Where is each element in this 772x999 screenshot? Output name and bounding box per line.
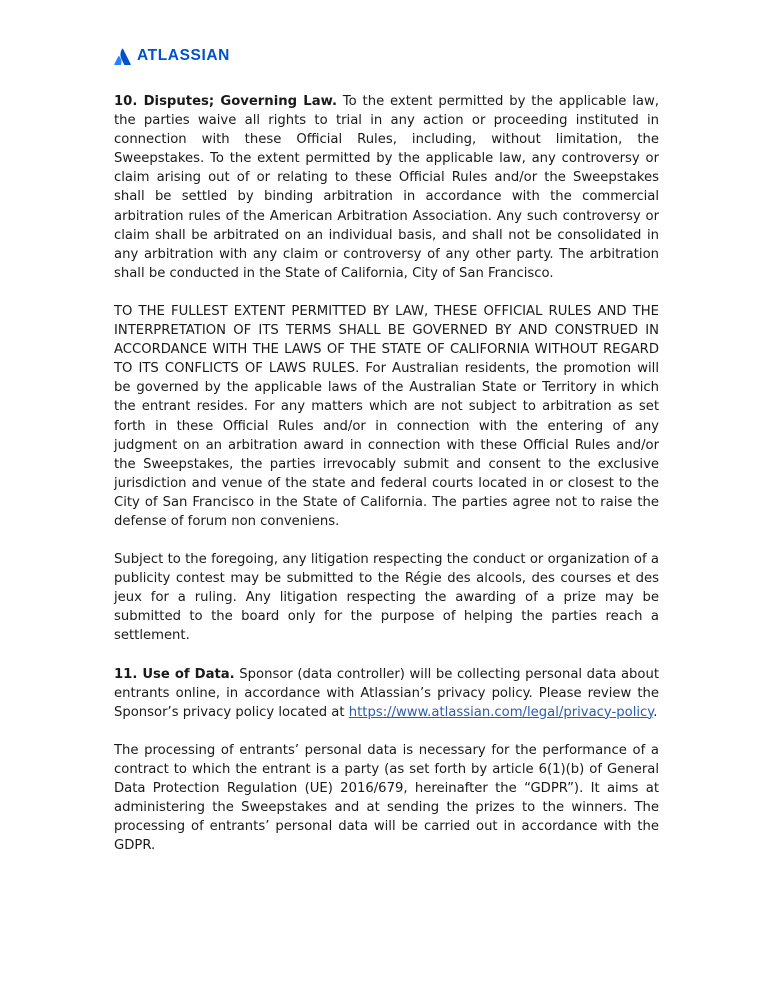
atlassian-logo <box>114 47 230 65</box>
atlassian-logo-icon <box>114 48 131 65</box>
section-10-paragraph-2: TO THE FULLEST EXTENT PERMITTED BY LAW, THESE OFFICIAL RULES AND THE INTERPRETATION OF ITS TERMS SHALL BE GOVERNED BY AND CONSTRUED IN ACCORDANCE WITH THE LAWS OF THE STATE OF CALIFORNIA WITHOUT REGARD TO ITS CONFLICTS OF LAWS RULES. For Australian residents, the promotion will be governed by the applicable laws of the Australian State or Territory in which the entrant resides. For any matters which are not subject to arbitration as set forth in these Official Rules and/or in connection with the entering of any judgment on an arbitration award in connection with these Official Rules and/or the Sweepstakes, the parties irrevocably submit and consent to the exclusive jurisdiction and venue of the state and federal courts located in or closest to the City of San Francisco in the State of California. The parties agree not to raise the defense of forum non conveniens. <box>114 303 659 529</box>
section-11-text-1-end: . <box>653 704 658 720</box>
section-11-paragraph-1 <box>114 665 659 722</box>
section-11-text-1: Sponsor (data controller) will be collecting personal data about entrants online, in accordance with Atlassian’s privacy policy. Please review the Sponsor’s privacy policy located at <box>114 666 659 720</box>
section-10-paragraph-1 <box>114 92 659 283</box>
section-11-paragraph-2: The processing of entrants’ personal data is necessary for the performance of a contract to which the entrant is a party (as set forth by article 6(1)(b) of General Data Protection Regulation (UE) 2016/679, hereinafter the “GDPR”). It aims at administering the Sweepstakes and at sending the prizes to the winners. The processing of entrants’ personal data will be carried out in accordance with the GDPR. <box>114 742 659 854</box>
section-10-heading: 10. Disputes; Governing Law. <box>114 94 337 109</box>
section-11-heading: 11. Use of Data. <box>114 666 235 682</box>
privacy-policy-link[interactable]: https://www.atlassian.com/legal/privacy-policy <box>348 704 654 720</box>
logo-wordmark: ATLASSIAN <box>137 47 230 64</box>
document-body <box>114 92 659 855</box>
section-10-text-1: To the extent permitted by the applicable law, the parties waive all rights to trial in any action or proceeding instituted in connection with these Official Rules, including, without limitation, the Sweepstakes. To the extent permitted by the applicable law, any controversy or claim arising out of or relating to these Official Rules and/or the Sweepstakes shall be settled by binding arbitration in accordance with the commercial arbitration rules of the American Arbitration Association. Any such controversy or claim shall be arbitrated on an individual basis, and shall not be consolidated in any arbitration with any claim or controversy of any other party. The arbitration shall be conducted in the State of California, City of San Francisco. <box>114 94 659 281</box>
section-10-paragraph-3: Subject to the foregoing, any litigation respecting the conduct or organization of a publicity contest may be submitted to the Régie des alcools, des courses et des jeux for a ruling. Any litigation respecting the awarding of a prize may be submitted to the board only for the purpose of helping the parties reach a settlement. <box>114 552 659 644</box>
